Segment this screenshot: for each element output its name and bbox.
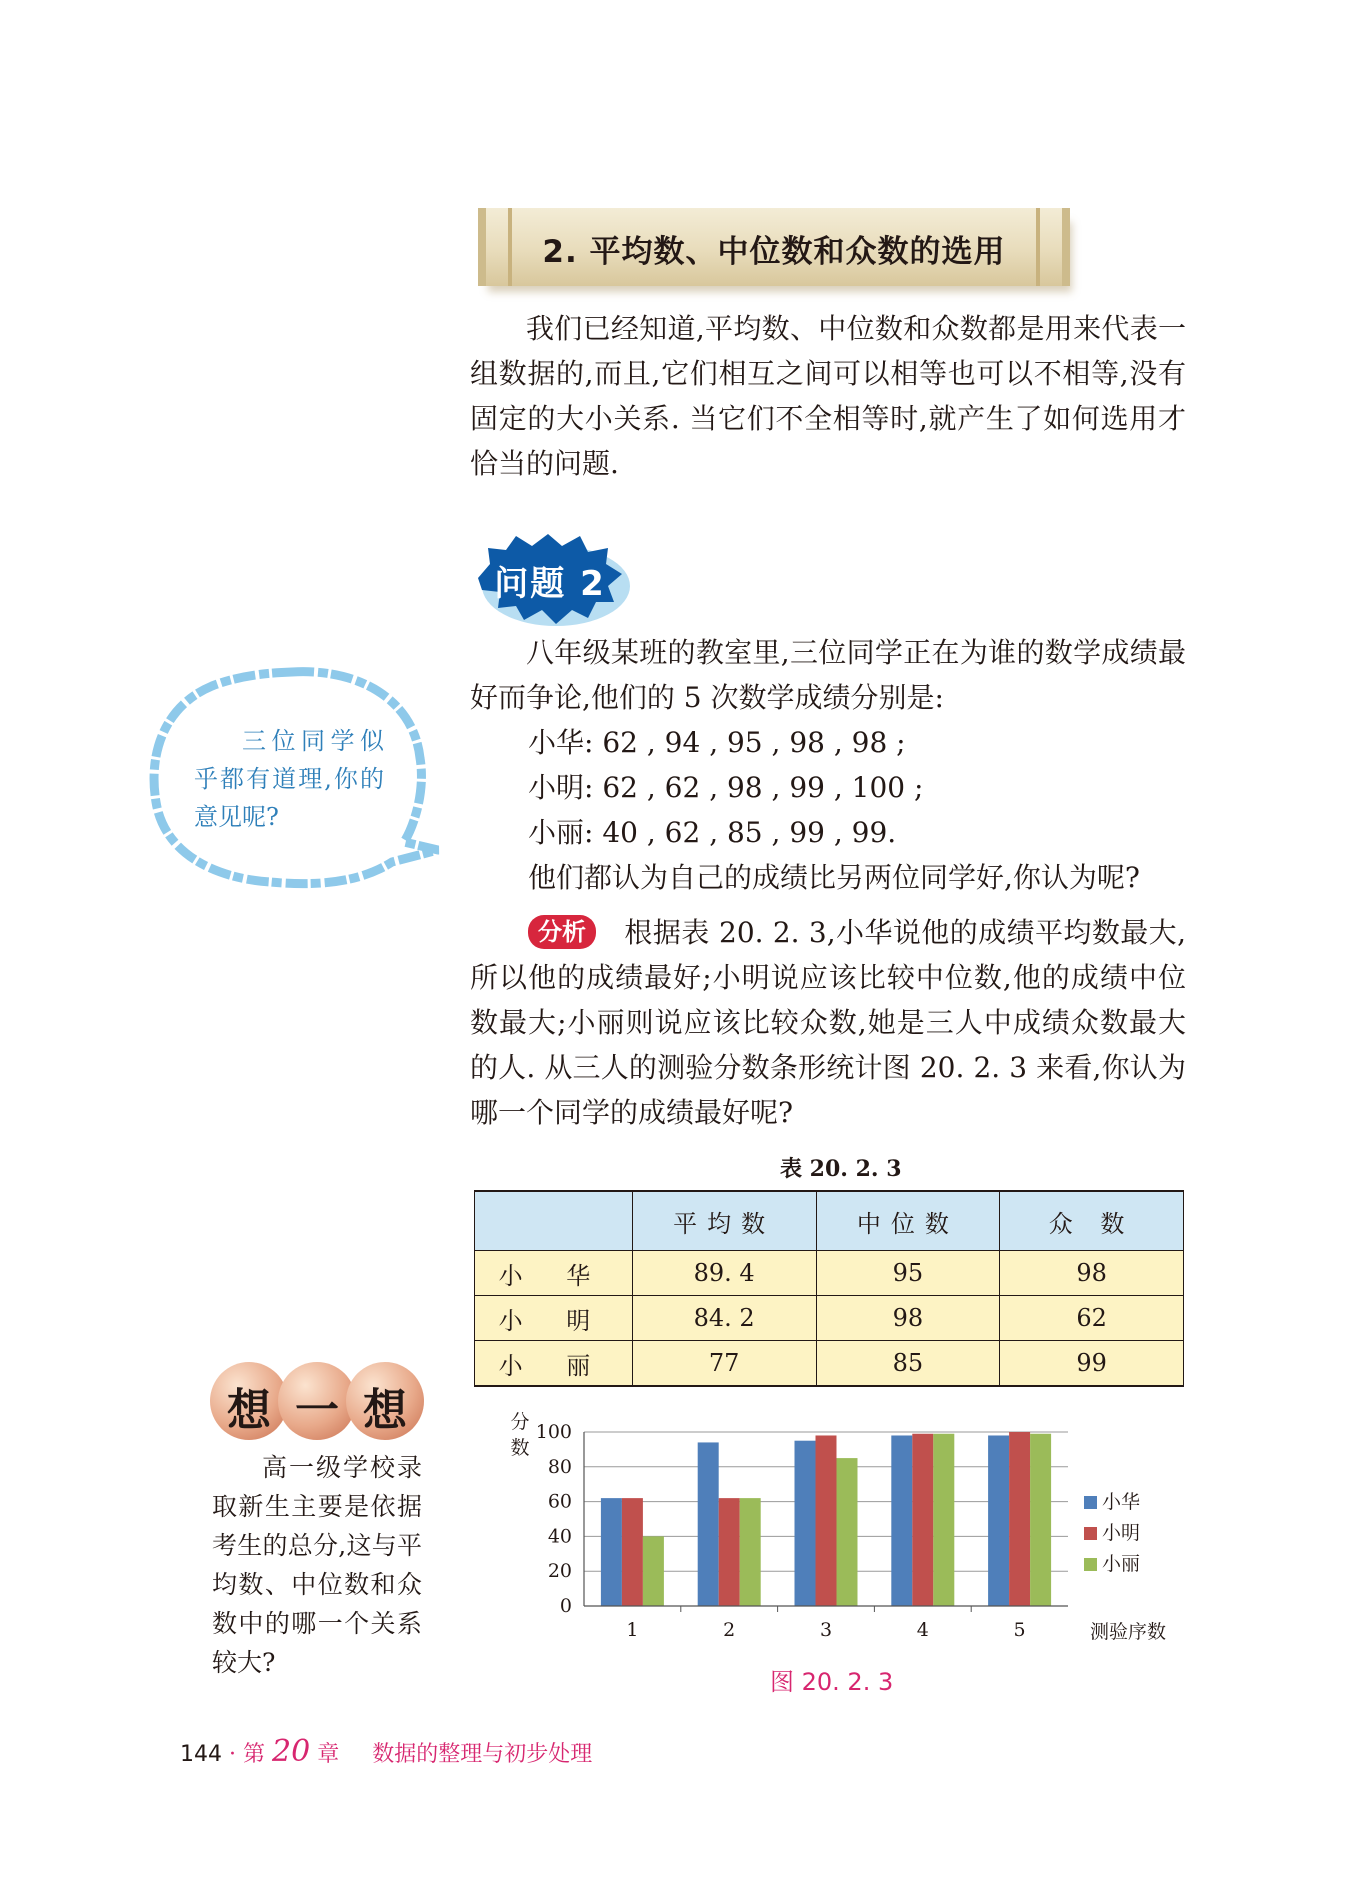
section-title: 2. 平均数、中位数和众数的选用: [542, 234, 1006, 270]
bar: [795, 1441, 816, 1606]
mean-cell: 89. 4: [632, 1251, 816, 1296]
bar: [816, 1435, 837, 1606]
bar: [891, 1435, 912, 1606]
problem-badge-label: 问题 2: [494, 564, 606, 604]
student-name-cell: 小 丽: [475, 1341, 633, 1387]
bubble-text: 三位同学似乎都有道理,你的意见呢?: [194, 727, 384, 831]
median-cell: 85: [816, 1341, 1000, 1387]
intro-paragraph: 我们已经知道,平均数、中位数和众数都是用来代表一组数据的,而且,它们相互之间可以相等也可以不相等,没有固定的大小关系. 当它们不全相等时,就产生了如何选用才恰当的问题.: [470, 312, 1186, 480]
legend-label: 小丽: [1102, 1553, 1141, 1575]
stats-table: [474, 1190, 1184, 1387]
table-header-cell: [475, 1191, 633, 1251]
y-tick-label: 60: [547, 1490, 572, 1513]
problem-text: [470, 630, 1186, 900]
legend-swatch: [1084, 1558, 1097, 1571]
x-tick-label: 1: [626, 1619, 639, 1641]
bar: [719, 1498, 740, 1606]
problem-line: 小华: 62 , 94 , 95 , 98 , 98 ;: [528, 726, 906, 759]
x-tick-label: 4: [916, 1619, 929, 1641]
problem-line: 八年级某班的教室里,三位同学正在为谁的数学成绩最好而争论,他们的 5 次数学成绩分别是:: [470, 636, 1186, 714]
thought-bubble: [142, 662, 440, 890]
mean-cell: 84. 2: [632, 1296, 816, 1341]
table-header-row: [475, 1191, 1184, 1251]
bar: [643, 1536, 664, 1606]
chapter-title: 数据的整理与初步处理: [372, 1742, 593, 1767]
problem-line: 小明: 62 , 62 , 98 , 99 , 100 ;: [528, 771, 924, 804]
table-header-cell: 中位数: [816, 1191, 1000, 1251]
chapter-number: 20: [272, 1734, 311, 1769]
mode-cell: 62: [1000, 1296, 1184, 1341]
think-text: 高一级学校录取新生主要是依据考生的总分,这与平均数、中位数和众数中的哪一个关系较大?: [212, 1453, 422, 1677]
bar: [933, 1434, 954, 1606]
analysis-paragraph: [470, 910, 1186, 1135]
y-axis-label: 分: [510, 1411, 530, 1433]
problem-line: 他们都认为自己的成绩比另两位同学好,你认为呢?: [528, 861, 1140, 894]
think-title-ball: [278, 1362, 356, 1440]
bar: [837, 1458, 858, 1606]
bar: [601, 1498, 622, 1606]
table-row: [475, 1341, 1184, 1387]
chapter-prefix: · 第: [229, 1742, 265, 1767]
think-title: [210, 1362, 430, 1452]
bar: [698, 1442, 719, 1606]
chapter-suffix: 章: [317, 1742, 340, 1767]
student-name-cell: 小 华: [475, 1251, 633, 1296]
y-tick-label: 40: [547, 1525, 572, 1548]
student-name-cell: 小 明: [475, 1296, 633, 1341]
chart-legend: [1084, 1491, 1140, 1575]
table-caption: 表 20. 2. 3: [780, 1156, 902, 1182]
chart-bars: [601, 1432, 1051, 1606]
y-tick-label: 20: [547, 1560, 572, 1583]
y-tick-label: 80: [547, 1455, 572, 1478]
table-row: [475, 1296, 1184, 1341]
think-title-ball: [210, 1362, 288, 1440]
x-tick-label: 3: [819, 1619, 833, 1641]
analysis-text: 根据表 20. 2. 3,小华说他的成绩平均数最大,所以他的成绩最好;小明说应该比较中位数,他的成绩中位数最大;小丽则说应该比较众数,她是三人中成绩众数最大的人. 从三人的测验分数条形统计图 20. 2. 3 来看,你认为哪一个同学的成绩最好呢?: [470, 916, 1186, 1129]
legend-label: 小明: [1102, 1522, 1141, 1544]
bar: [912, 1434, 933, 1606]
legend-label: 小华: [1102, 1491, 1141, 1513]
median-cell: 98: [816, 1296, 1000, 1341]
table-row: [475, 1251, 1184, 1296]
think-title-char: 一: [295, 1385, 339, 1436]
think-title-char: 想: [227, 1385, 271, 1436]
think-title-ball: [346, 1362, 424, 1440]
x-tick-label: 2: [723, 1619, 736, 1641]
table-header-cell: 平均数: [632, 1191, 816, 1251]
bar: [740, 1498, 761, 1606]
median-cell: 95: [816, 1251, 1000, 1296]
section-heading: [478, 208, 1070, 286]
table-header-cell: 众 数: [1000, 1191, 1184, 1251]
think-title-char: 想: [363, 1385, 407, 1436]
bar: [622, 1498, 643, 1606]
mode-cell: 99: [1000, 1341, 1184, 1387]
mean-cell: 77: [632, 1341, 816, 1387]
bar: [1009, 1432, 1030, 1606]
y-axis-label: 数: [510, 1437, 530, 1459]
analysis-tag: 分析: [528, 915, 596, 949]
x-tick-label: 5: [1013, 1619, 1026, 1641]
problem-badge: [468, 526, 632, 632]
page-number: 144: [180, 1742, 222, 1767]
page-footer: [180, 1734, 592, 1769]
legend-swatch: [1084, 1527, 1097, 1540]
y-tick-label: 0: [559, 1595, 572, 1617]
problem-line: 小丽: 40 , 62 , 85 , 99 , 99.: [528, 816, 897, 849]
legend-swatch: [1084, 1496, 1097, 1509]
bar: [1030, 1434, 1051, 1606]
x-axis-label: 测验序数: [1090, 1621, 1167, 1643]
mode-cell: 98: [1000, 1251, 1184, 1296]
bar: [988, 1435, 1009, 1606]
score-bar-chart: [490, 1408, 1170, 1658]
y-tick-label: 100: [535, 1421, 572, 1443]
figure-caption: 图 20. 2. 3: [770, 1668, 894, 1696]
